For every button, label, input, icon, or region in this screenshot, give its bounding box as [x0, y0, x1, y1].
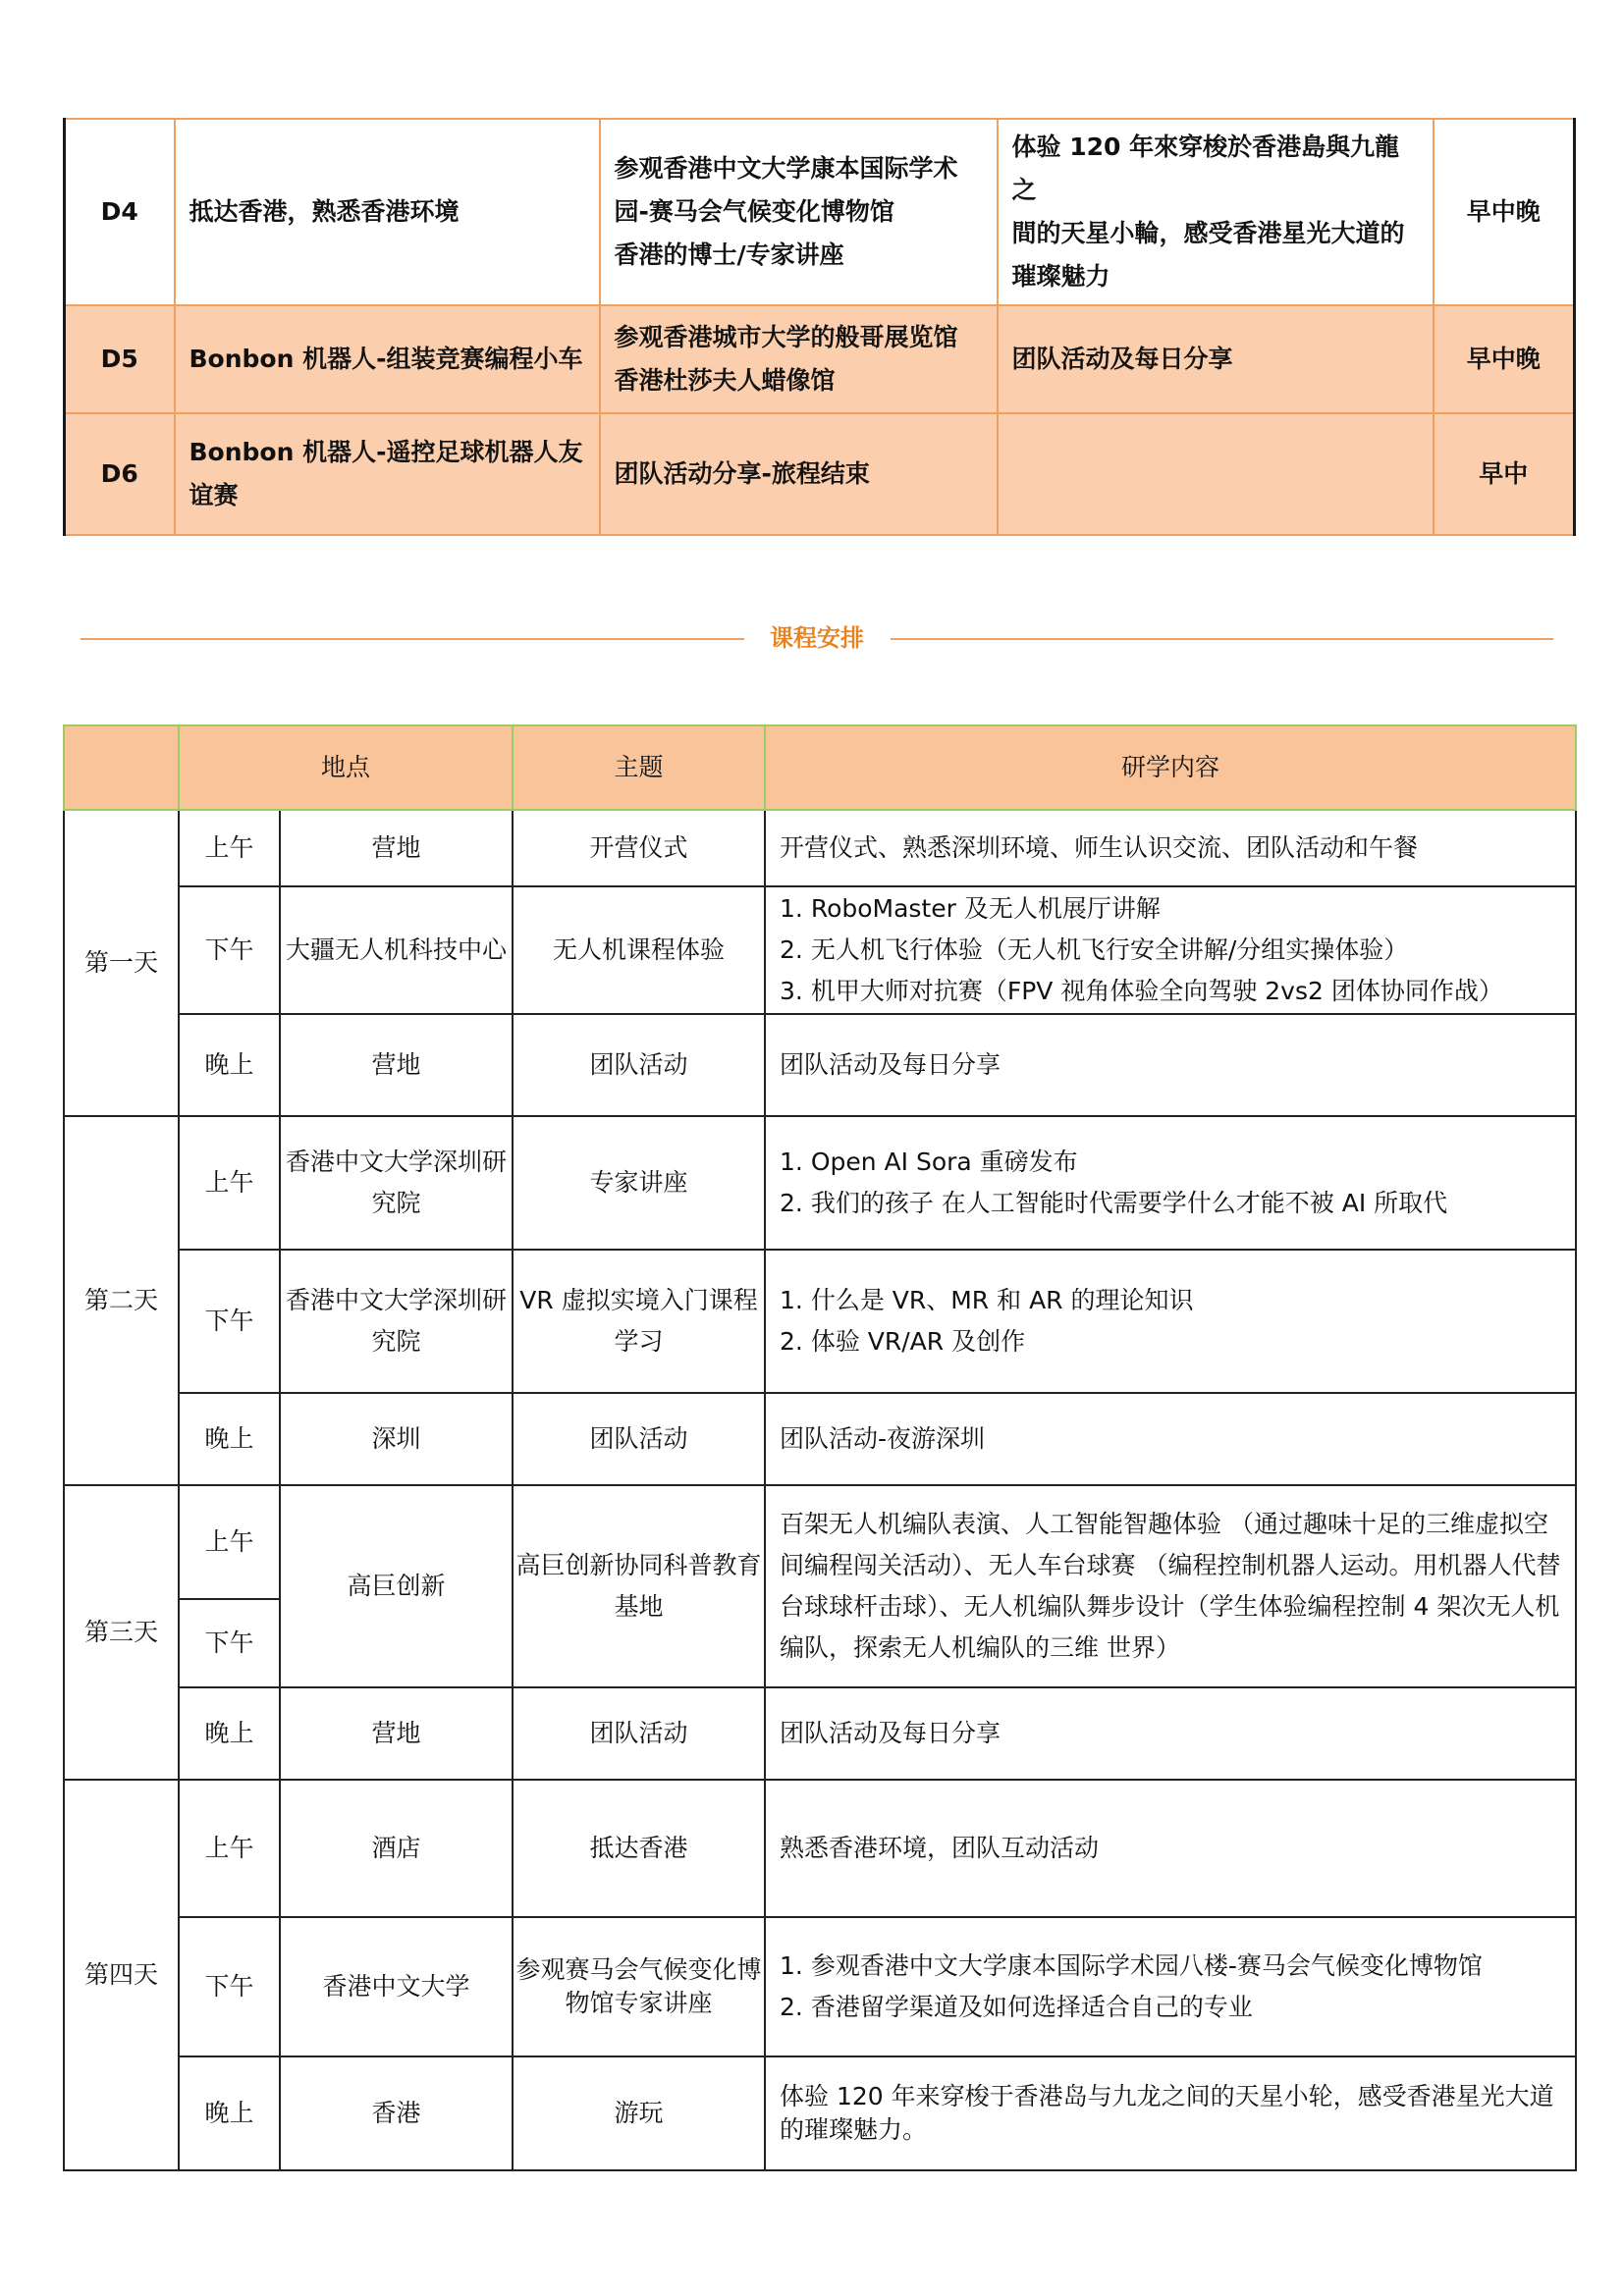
place-cell: 香港中文大学	[280, 1917, 513, 2056]
content-cell	[765, 1917, 1576, 2056]
table-row	[64, 1116, 1576, 1250]
table-row	[64, 2056, 1576, 2170]
day-cell: 第三天	[64, 1485, 179, 1780]
schedule-table	[63, 724, 1577, 2171]
evening-activity	[998, 413, 1434, 535]
topic-cell: 团队活动	[513, 1687, 765, 1780]
content-line: 1. 参观香港中文大学康本国际学术园八楼-赛马会气候变化博物馆	[780, 1951, 1483, 1980]
period-cell: 上午	[179, 810, 280, 886]
content-cell: 熟悉香港环境，团队互动活动	[765, 1780, 1576, 1917]
meals: 早中晚	[1434, 119, 1575, 305]
topic-cell: 参观赛马会气候变化博物馆专家讲座	[513, 1917, 765, 2056]
place-cell: 高巨创新	[280, 1485, 513, 1687]
table-row	[64, 810, 1576, 886]
afternoon-line: 团队活动分享-旅程结束	[614, 459, 870, 488]
content-cell	[765, 886, 1576, 1014]
content-line: 2. 我们的孩子 在人工智能时代需要学什么才能不被 AI 所取代	[780, 1189, 1448, 1217]
afternoon-line: 参观香港中文大学康本国际学术	[614, 154, 958, 183]
meals: 早中晚	[1434, 305, 1575, 413]
period-cell: 晚上	[179, 1014, 280, 1116]
itinerary-row	[65, 413, 1575, 535]
schedule-header-row	[64, 725, 1576, 810]
period-cell: 下午	[179, 1917, 280, 2056]
content-cell: 体验 120 年来穿梭于香港岛与九龙之间的天星小轮，感受香港星光大道的璀璨魅力。	[765, 2056, 1576, 2170]
place-cell: 营地	[280, 810, 513, 886]
evening-line: 間的天星小輪，感受香港星光大道的	[1011, 219, 1405, 247]
content-line: 1. 什么是 VR、MR 和 AR 的理论知识	[780, 1286, 1194, 1314]
content-line: 1. Open AI Sora 重磅发布	[780, 1148, 1078, 1176]
day-cell: 第四天	[64, 1780, 179, 2170]
place-cell: 香港	[280, 2056, 513, 2170]
content-line: 2. 香港留学渠道及如何选择适合自己的专业	[780, 1993, 1253, 2021]
day-label: D4	[65, 119, 175, 305]
content-line: 1. RoboMaster 及无人机展厅讲解	[780, 894, 1161, 923]
header-content: 研学内容	[765, 725, 1576, 810]
day-cell: 第二天	[64, 1116, 179, 1485]
place-cell: 香港中文大学深圳研究院	[280, 1250, 513, 1393]
place-cell: 香港中文大学深圳研究院	[280, 1116, 513, 1250]
topic-cell: 高巨创新协同科普教育基地	[513, 1485, 765, 1687]
evening-line: 体验 120 年來穿梭於香港島與九龍之	[1011, 133, 1400, 204]
table-row	[64, 886, 1576, 1014]
topic-cell: VR 虚拟实境入门课程学习	[513, 1250, 765, 1393]
day-cell: 第一天	[64, 810, 179, 1116]
day-label: D6	[65, 413, 175, 535]
header-topic: 主题	[513, 725, 765, 810]
evening-line: 团队活动及每日分享	[1011, 345, 1233, 373]
table-row	[64, 1250, 1576, 1393]
morning-activity: 抵达香港，熟悉香港环境	[175, 119, 600, 305]
header-blank	[64, 725, 179, 810]
itinerary-row	[65, 119, 1575, 305]
itinerary-row	[65, 305, 1575, 413]
afternoon-activity	[600, 119, 998, 305]
topic-cell: 团队活动	[513, 1393, 765, 1485]
content-cell: 团队活动及每日分享	[765, 1687, 1576, 1780]
afternoon-activity	[600, 413, 998, 535]
day-label: D5	[65, 305, 175, 413]
afternoon-line: 香港杜莎夫人蜡像馆	[614, 366, 836, 395]
content-line: 2. 体验 VR/AR 及创作	[780, 1327, 1026, 1356]
content-cell	[765, 1116, 1576, 1250]
section-divider	[81, 618, 1553, 658]
period-cell: 下午	[179, 886, 280, 1014]
table-row	[64, 1393, 1576, 1485]
place-cell: 酒店	[280, 1780, 513, 1917]
topic-cell: 抵达香港	[513, 1780, 765, 1917]
table-row	[64, 1917, 1576, 2056]
period-cell: 下午	[179, 1599, 280, 1687]
period-cell: 晚上	[179, 1393, 280, 1485]
period-cell: 上午	[179, 1485, 280, 1599]
topic-cell: 游玩	[513, 2056, 765, 2170]
period-cell: 下午	[179, 1250, 280, 1393]
morning-activity: Bonbon 机器人-组装竞赛编程小车	[175, 305, 600, 413]
content-cell	[765, 1250, 1576, 1393]
period-cell: 晚上	[179, 2056, 280, 2170]
content-line: 3. 机甲大师对抗赛（FPV 视角体验全向驾驶 2vs2 团体协同作战）	[780, 977, 1503, 1005]
afternoon-line: 参观香港城市大学的般哥展览馆	[614, 323, 958, 351]
section-title: 课程安排	[770, 624, 864, 652]
evening-activity	[998, 119, 1434, 305]
morning-activity: Bonbon 机器人-遥控足球机器人友谊赛	[175, 413, 600, 535]
topic-cell: 团队活动	[513, 1014, 765, 1116]
table-row	[64, 1014, 1576, 1116]
afternoon-line: 香港的博士/专家讲座	[614, 240, 844, 269]
evening-line: 璀璨魅力	[1011, 262, 1110, 291]
table-row	[64, 1687, 1576, 1780]
topic-cell: 开营仪式	[513, 810, 765, 886]
content-line: 2. 无人机飞行体验（无人机飞行安全讲解/分组实操体验）	[780, 935, 1409, 964]
itinerary-table	[63, 118, 1576, 536]
period-cell: 上午	[179, 1780, 280, 1917]
header-place: 地点	[179, 725, 513, 810]
topic-cell: 专家讲座	[513, 1116, 765, 1250]
evening-activity	[998, 305, 1434, 413]
content-cell: 百架无人机编队表演、人工智能智趣体验 （通过趣味十足的三维虚拟空间编程闯关活动）、无人车台球赛 （编程控制机器人运动。用机器人代替台球球杆击球）、无人机编队舞步设计（学生体验编程控制 4 架次无人机编队，探索无人机编队的三维 世界）	[765, 1485, 1576, 1687]
table-row	[64, 1485, 1576, 1599]
place-cell: 深圳	[280, 1393, 513, 1485]
place-cell: 大疆无人机科技中心	[280, 886, 513, 1014]
period-cell: 上午	[179, 1116, 280, 1250]
afternoon-line: 园-赛马会气候变化博物馆	[614, 197, 894, 226]
content-cell: 开营仪式、熟悉深圳环境、师生认识交流、团队活动和午餐	[765, 810, 1576, 886]
content-cell: 团队活动-夜游深圳	[765, 1393, 1576, 1485]
table-row	[64, 1780, 1576, 1917]
content-cell: 团队活动及每日分享	[765, 1014, 1576, 1116]
afternoon-activity	[600, 305, 998, 413]
topic-cell: 无人机课程体验	[513, 886, 765, 1014]
place-cell: 营地	[280, 1014, 513, 1116]
period-cell: 晚上	[179, 1687, 280, 1780]
place-cell: 营地	[280, 1687, 513, 1780]
meals: 早中	[1434, 413, 1575, 535]
